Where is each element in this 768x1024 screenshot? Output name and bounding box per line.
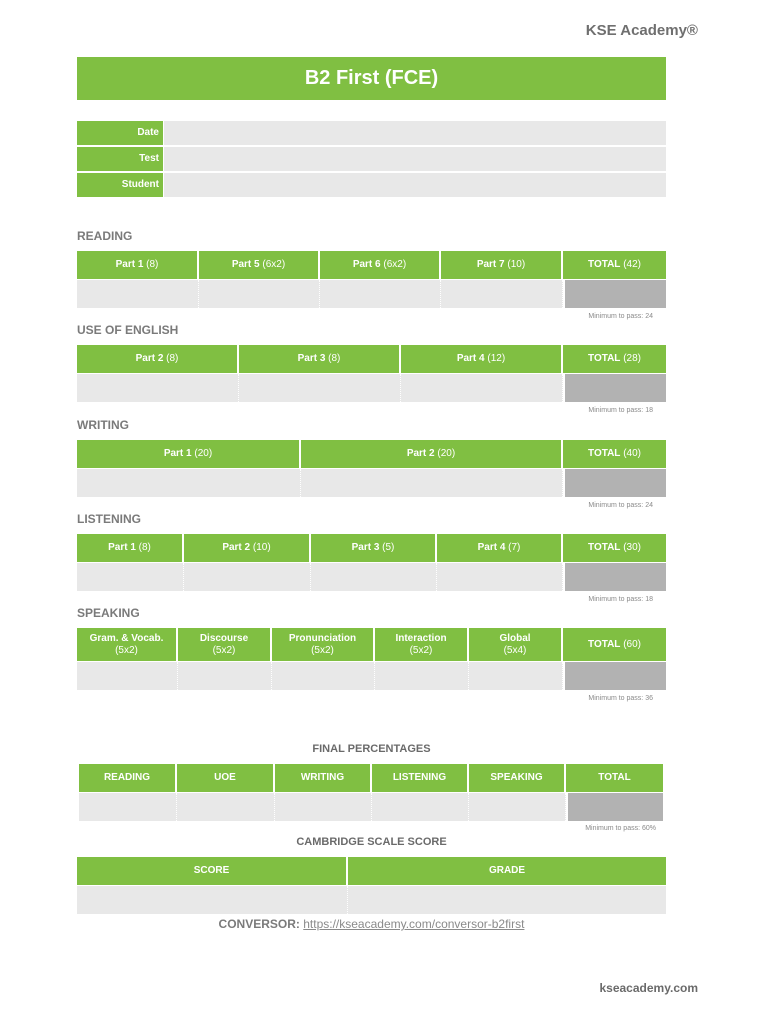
score-row — [77, 886, 666, 914]
score-cell[interactable] — [469, 793, 566, 821]
score-cell[interactable] — [320, 280, 441, 308]
section-title: SPEAKING — [77, 606, 140, 620]
info-label: Date — [77, 121, 163, 145]
section-title: USE OF ENGLISH — [77, 323, 179, 337]
column-header: Interaction (5x2) — [375, 628, 469, 661]
section-title: WRITING — [77, 418, 129, 432]
final-percentages-section — [79, 764, 663, 832]
total-cell[interactable] — [563, 280, 666, 308]
column-header: Part 3 (8) — [239, 345, 401, 373]
score-cell[interactable] — [77, 469, 301, 497]
score-cell[interactable] — [77, 374, 239, 402]
table-header — [77, 628, 666, 661]
column-header: Part 3 (5) — [311, 534, 437, 562]
column-header: Part 4 (7) — [437, 534, 563, 562]
listening-section — [77, 512, 666, 603]
score-row — [77, 374, 666, 402]
table-header — [77, 345, 666, 373]
column-header: SCORE — [77, 857, 348, 885]
column-header: Part 2 (10) — [184, 534, 311, 562]
reading-section — [77, 229, 666, 320]
column-header: Part 2 (8) — [77, 345, 239, 373]
column-header: WRITING — [275, 764, 372, 792]
score-field[interactable] — [77, 886, 348, 914]
score-cell[interactable] — [275, 793, 372, 821]
brand-name: KSE Academy® — [585, 22, 698, 39]
score-cell[interactable] — [178, 662, 272, 690]
score-cell[interactable] — [199, 280, 320, 308]
column-header: READING — [79, 764, 177, 792]
score-cell[interactable] — [77, 662, 178, 690]
footer-website: kseacademy.com — [599, 981, 698, 995]
info-row-student — [77, 173, 666, 197]
grade-field[interactable] — [348, 886, 666, 914]
use-of-english-section — [77, 323, 666, 414]
table-header — [77, 440, 666, 468]
minimum-to-pass: Minimum to pass: 18 — [588, 407, 653, 414]
column-header: Part 1 (20) — [77, 440, 301, 468]
score-cell[interactable] — [437, 563, 563, 591]
section-title: LISTENING — [77, 512, 142, 526]
column-header: Part 5 (6x2) — [199, 251, 320, 279]
score-cell[interactable] — [184, 563, 311, 591]
score-cell[interactable] — [272, 662, 375, 690]
student-info — [77, 121, 666, 199]
minimum-to-pass: Minimum to pass: 18 — [588, 596, 653, 603]
column-header: Part 6 (6x2) — [320, 251, 441, 279]
column-header-total: TOTAL (42) — [563, 251, 666, 279]
column-header: Part 2 (20) — [301, 440, 563, 468]
column-header-total: TOTAL (60) — [563, 628, 666, 661]
score-cell[interactable] — [77, 280, 199, 308]
score-row — [79, 793, 663, 821]
column-header-total: TOTAL (40) — [563, 440, 666, 468]
conversor-link[interactable]: https://kseacademy.com/conversor-b2first — [303, 917, 525, 931]
table-header — [77, 857, 666, 885]
score-cell[interactable] — [372, 793, 469, 821]
table-header — [79, 764, 663, 792]
table-header — [77, 251, 666, 279]
total-cell[interactable] — [563, 563, 666, 591]
column-header-total: TOTAL (30) — [563, 534, 666, 562]
total-cell[interactable] — [563, 662, 666, 690]
column-header: Part 4 (12) — [401, 345, 563, 373]
page-title: B2 First (FCE) — [77, 57, 666, 100]
conversor-label: CONVERSOR: — [218, 917, 300, 931]
conversor-line — [77, 917, 666, 931]
minimum-to-pass: Minimum to pass: 60% — [585, 825, 656, 832]
info-row-date — [77, 121, 666, 145]
test-field[interactable] — [164, 147, 666, 171]
column-header: Global (5x4) — [469, 628, 563, 661]
score-cell[interactable] — [375, 662, 469, 690]
column-header: Discourse (5x2) — [178, 628, 272, 661]
score-cell[interactable] — [469, 662, 563, 690]
table-header — [77, 534, 666, 562]
score-cell[interactable] — [239, 374, 401, 402]
cambridge-scale-title: CAMBRIDGE SCALE SCORE — [296, 836, 447, 848]
total-cell[interactable] — [566, 793, 663, 821]
column-header: Pronunciation (5x2) — [272, 628, 375, 661]
minimum-to-pass: Minimum to pass: 24 — [588, 313, 653, 320]
total-cell[interactable] — [563, 469, 666, 497]
score-cell[interactable] — [311, 563, 437, 591]
column-header: Gram. & Vocab. (5x2) — [77, 628, 178, 661]
score-cell[interactable] — [401, 374, 563, 402]
minimum-to-pass: Minimum to pass: 36 — [588, 695, 653, 702]
column-header: LISTENING — [372, 764, 469, 792]
score-row — [77, 563, 666, 591]
column-header: Part 1 (8) — [77, 534, 184, 562]
date-field[interactable] — [164, 121, 666, 145]
info-label: Test — [77, 147, 163, 171]
column-header-total: TOTAL — [566, 764, 663, 792]
score-cell[interactable] — [177, 793, 275, 821]
column-header: Part 1 (8) — [77, 251, 199, 279]
info-row-test — [77, 147, 666, 171]
score-cell[interactable] — [79, 793, 177, 821]
student-field[interactable] — [164, 173, 666, 197]
final-percentages-title: FINAL PERCENTAGES — [312, 743, 431, 755]
writing-section — [77, 418, 666, 509]
score-cell[interactable] — [441, 280, 563, 308]
total-cell[interactable] — [563, 374, 666, 402]
column-header-total: TOTAL (28) — [563, 345, 666, 373]
column-header: GRADE — [348, 857, 666, 885]
minimum-to-pass: Minimum to pass: 24 — [588, 502, 653, 509]
column-header: SPEAKING — [469, 764, 566, 792]
column-header: Part 7 (10) — [441, 251, 563, 279]
score-row — [77, 280, 666, 308]
score-cell[interactable] — [301, 469, 563, 497]
score-cell[interactable] — [77, 563, 184, 591]
column-header: UOE — [177, 764, 275, 792]
info-label: Student — [77, 173, 163, 197]
score-row — [77, 662, 666, 690]
score-row — [77, 469, 666, 497]
cambridge-scale-section — [77, 857, 666, 914]
section-title: READING — [77, 229, 133, 243]
speaking-section — [77, 606, 666, 702]
